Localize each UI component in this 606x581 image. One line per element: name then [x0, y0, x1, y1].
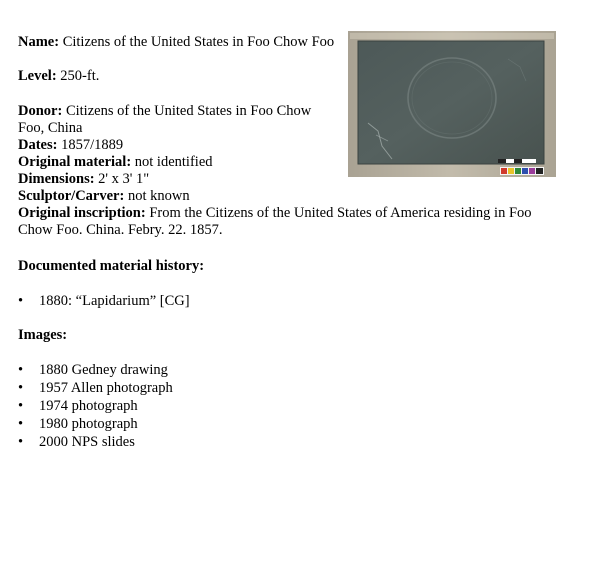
donor-value-line2: Foo, China	[18, 120, 83, 136]
inscription-value-line2: Chow Foo. China. Febry. 22. 1857.	[18, 222, 223, 238]
history-heading: Documented material history:	[18, 258, 205, 274]
images-item: 1980 photograph	[39, 416, 138, 432]
donor-value-line1: Citizens of the United States in Foo Chow	[62, 103, 312, 119]
bullet: •	[18, 293, 24, 309]
list-item	[18, 293, 190, 311]
list-item	[18, 398, 138, 416]
images-heading: Images:	[18, 327, 68, 343]
bullet: •	[18, 380, 24, 396]
material-value: not identified	[131, 154, 213, 170]
bullet: •	[18, 434, 24, 450]
material-field	[18, 154, 213, 172]
dates-field	[18, 137, 123, 155]
list-item	[18, 416, 138, 434]
name-label: Name:	[18, 34, 60, 50]
inscription-field	[18, 205, 532, 223]
donor-label: Donor:	[18, 103, 63, 119]
material-label: Original material:	[18, 154, 132, 170]
stone-photograph-drawing	[348, 31, 556, 177]
inscription-value-line1: From the Citizens of the United States of America residing in Foo	[145, 205, 532, 221]
list-item	[18, 434, 135, 452]
name-field	[18, 34, 334, 52]
sculptor-field	[18, 188, 190, 206]
name-value: Citizens of the United States in Foo Chow Foo	[59, 34, 335, 50]
list-item	[18, 362, 168, 380]
list-item	[18, 380, 173, 398]
images-item: 1974 photograph	[39, 398, 138, 414]
sculptor-label: Sculptor/Carver:	[18, 188, 125, 204]
history-item: 1880: “Lapidarium” [CG]	[39, 293, 190, 309]
stone-photograph	[348, 31, 556, 177]
sculptor-value: not known	[124, 188, 190, 204]
images-item: 1880 Gedney drawing	[39, 362, 168, 378]
donor-field	[18, 103, 311, 121]
dimensions-value: 2' x 3' 1"	[94, 171, 150, 187]
dimensions-field	[18, 171, 149, 189]
dates-value: 1857/1889	[57, 137, 124, 153]
inscription-label: Original inscription:	[18, 205, 146, 221]
bullet: •	[18, 416, 24, 432]
dates-label: Dates:	[18, 137, 58, 153]
bullet: •	[18, 362, 24, 378]
images-item: 2000 NPS slides	[39, 434, 135, 450]
level-field	[18, 68, 99, 86]
dimensions-label: Dimensions:	[18, 171, 95, 187]
bullet: •	[18, 398, 24, 414]
images-item: 1957 Allen photograph	[39, 380, 173, 396]
level-label: Level:	[18, 68, 57, 84]
level-value: 250-ft.	[56, 68, 100, 84]
